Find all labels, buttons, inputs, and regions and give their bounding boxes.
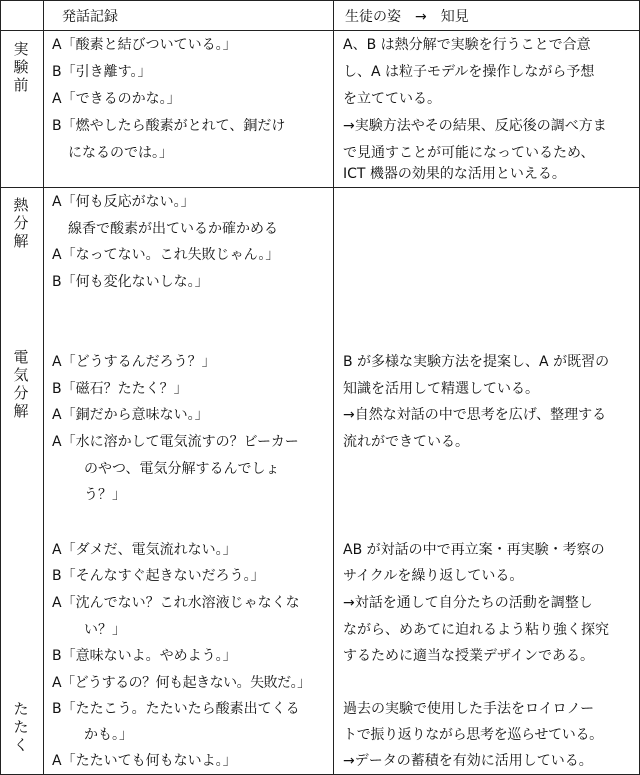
- phase-label-tap: た た く: [13, 700, 29, 754]
- observation-line: するために適当な授業デザインである。: [343, 648, 595, 664]
- utterance-line: A「銅だから意味ない。」: [52, 407, 209, 423]
- utterance-line: B「そんなすぐ起きないだろう。」: [52, 568, 265, 584]
- observation-line: 過去の実験で使用した手法をロイロノー: [343, 701, 595, 717]
- observation-line: B が多様な実験方法を提案し、A が既習の: [343, 354, 610, 370]
- observation-line: を立てている。: [343, 91, 441, 107]
- utterance-line: A「水に溶かして電気流すの？ビーカー: [52, 434, 299, 450]
- utterance-line: B「磁石？たたく？」: [52, 381, 188, 397]
- utterance-line: 線香で酸素が出ているか確かめる: [68, 221, 278, 237]
- observation-line: 知識を活用して精選している。: [343, 381, 539, 397]
- phase-label-before: 実 験 前: [13, 40, 29, 94]
- table-border-top: [0, 0, 639, 1]
- observation-line: A、B は熱分解で実験を行うことで合意: [343, 37, 591, 53]
- observation-line: ながら、めあてに迫れるよう粘り強く探究: [343, 622, 609, 638]
- utterance-line: A「たたいても何もないよ。」: [52, 753, 237, 769]
- phase-label-thermal: 熱 分 解: [13, 196, 29, 250]
- utterance-line: B「燃やしたら酸素がとれて、銅だけ: [52, 118, 286, 134]
- utterance-line: かも。」: [84, 727, 133, 743]
- observation-line: し、A は粒子モデルを操作しながら予想: [343, 64, 595, 80]
- utterance-line: A「何も反応がない。」: [52, 194, 195, 210]
- observation-line: →対話を通して自分たちの活動を調整し: [343, 595, 593, 611]
- utterance-line: う？」: [84, 487, 126, 503]
- utterance-line: A「どうするんだろう？」: [52, 354, 216, 370]
- observation-line: で見通すことが可能になっているため、: [343, 145, 595, 161]
- utterance-line: A「沈んでない？これ水溶液じゃなくな: [52, 595, 300, 611]
- observation-line: トで振り返りながら思考を巡らせている。: [343, 727, 603, 743]
- observation-line: サイクルを繰り返している。: [343, 568, 524, 584]
- table-border-left: [0, 0, 1, 775]
- utterance-line: のやつ、電気分解するんでしょ: [84, 461, 280, 477]
- utterance-line: い？」: [84, 622, 126, 638]
- observation-line: 流れができている。: [343, 434, 469, 450]
- column-divider-phase: [43, 0, 44, 775]
- observation-line: ICT 機器の効果的な活用といえる。: [343, 166, 566, 182]
- header-observation: 生徒の姿 → 知見: [345, 9, 469, 25]
- utterance-line: B「意味ないよ。やめよう。」: [52, 648, 237, 664]
- utterance-line: B「引き離す。」: [52, 64, 152, 80]
- row-divider: [0, 187, 639, 188]
- header-divider: [0, 30, 639, 31]
- observation-line: →データの蓄積を有効に活用している。: [343, 753, 593, 769]
- utterance-line: B「何も変化ないしな。」: [52, 274, 209, 290]
- column-divider-observation: [333, 0, 334, 775]
- utterance-line: になるのでは。」: [68, 145, 173, 161]
- observation-line: AB が対話の中で再立案・再実験・考察の: [343, 542, 605, 558]
- observation-line: →自然な対話の中で思考を広げ、整理する: [343, 407, 607, 423]
- utterance-line: A「酸素と結びついている。」: [52, 37, 237, 53]
- utterance-line: A「ダメだ、電気流れない。」: [52, 542, 237, 558]
- header-record: 発話記録: [62, 9, 118, 25]
- utterance-line: A「できるのかな。」: [52, 91, 181, 107]
- utterance-line: A「どうするの？何も起きない。失敗だ。」: [52, 675, 311, 691]
- observation-line: →実験方法やその結果、反応後の調べ方ま: [343, 118, 607, 134]
- utterance-line: B「たたこう。たたいたら酸素出てくる: [52, 701, 300, 717]
- utterance-line: A「なってない。これ失敗じゃん。」: [52, 247, 280, 263]
- phase-label-electro: 電 気 分 解: [13, 348, 29, 420]
